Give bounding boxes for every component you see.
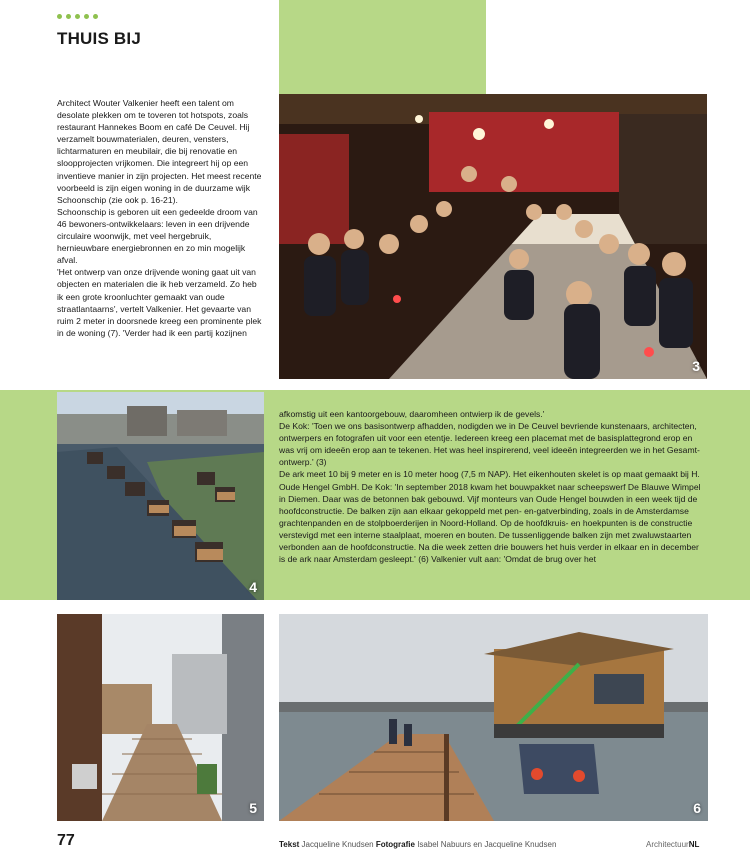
brand-suffix: NL bbox=[688, 840, 700, 849]
credits-photo-label: Fotografie bbox=[375, 840, 415, 849]
paragraph: De Kok: 'Toen we ons basisontwerp afhadden, nodigden we in De Ceuvel bevriende kunstenaars, architecten, ontwerpers en fotografen uit voor een etentje. Iedereen kreeg een placemat met de basisplattegrond erop en was vrij om ideeën erop aan te tekenen. Het was heel inspirerend, veel ideeën integreerden we in het Gesamt-ontwerp.' (3) bbox=[279, 421, 700, 468]
paragraph: De ark meet 10 bij 9 meter en is 10 meter hoog (7,5 m NAP). Het eikenhouten skelet is op maat gemaakt bij H. Oude Hengel GmbH. De Kok: 'In september 2018 kwam het bouwpakket naar scheepswerf De Blauwe Wimpel in Diemen. Daar was de betonnen bak gebouwd. Vijf monteurs van Oude Hengel bouwden in een week tijd de hoofdconstructie. De balken zijn aan elkaar gekoppeld met pen- en-gatverbinding, zoals in de Amsterdamse grachtenpanden en de stolpboerderijen in Noord-Holland. Op de hoofdkruis- en hoekpunten is de constructie verstevigd met een interne staalplaat, moeren en bouten. De tussenliggende balken zijn met zwaluwstaarten verbonden aan de hoofdconstructie. Na die week zetten drie bouwers het huis verder in elkaar en in december is de ark naar Amsterdam gesleept.' (6) Valkenier vult aan: 'Omdat de brug over het bbox=[279, 469, 701, 565]
paragraph: 'Het ontwerp van onze drijvende woning gaat uit van objecten en materialen die ik heb verzameld. Zo heb ik een grote kroonluchter gemaakt van oude straatlantaarns', vertelt Valkenier. Het gevaarte van ruim 2 meter in doorsnede kreeg een prominente plek in de woning (7). 'Verder had ik een partij kozijnen bbox=[57, 267, 262, 338]
photo-number: 4 bbox=[249, 579, 257, 595]
credits bbox=[279, 840, 556, 849]
section-title: THUIS BIJ bbox=[57, 29, 141, 48]
paragraph: afkomstig uit een kantoorgebouw, daaromheen ontwierp ik de gevels.' bbox=[279, 409, 545, 419]
article-column-1 bbox=[57, 97, 265, 339]
photo-3-dinner-party bbox=[279, 94, 707, 379]
credits-text-author: Jacqueline Knudsen bbox=[301, 840, 374, 849]
page-number: 77 bbox=[57, 832, 75, 849]
credits-photo-authors: Isabel Nabuurs en Jacqueline Knudsen bbox=[417, 840, 557, 849]
brand-main: Architectuur bbox=[646, 840, 689, 849]
photo-number: 5 bbox=[249, 800, 257, 816]
paragraph: Architect Wouter Valkenier heeft een talent om desolate plekken om te toveren tot hotspots, zoals restaurant Hannekes Boom en café De Ceuvel. Hij verzamelt bouwmaterialen, deuren, vensters, lichtarmaturen en meubilair, die bij renovatie en sloopprojecten vrijkomen. Die integreert hij op een inventieve manier in zijn projecten. Het meest recente voorbeeld is zijn eigen woning in de duurzame wijk Schoonschip (zie ook p. 16-21). bbox=[57, 98, 262, 205]
photo-4-aerial-floating-homes bbox=[57, 392, 264, 600]
decorative-dots bbox=[57, 14, 98, 19]
paragraph: Schoonschip is geboren uit een gedeelde droom van 46 bewoners-ontwikkelaars: leven in een drijvende circulaire woonwijk, met veel hergebruik, hernieuwbare energiebronnen en zo min mogelijk afval. bbox=[57, 206, 258, 266]
photo-6-ark-towed bbox=[279, 614, 708, 821]
article-column-2 bbox=[279, 408, 704, 565]
credits-text-label: Tekst bbox=[279, 840, 300, 849]
green-block-top bbox=[279, 0, 486, 94]
brand-logo bbox=[646, 840, 699, 849]
photo-number: 6 bbox=[693, 800, 701, 816]
photo-number: 3 bbox=[692, 358, 700, 374]
photo-5-boardwalk bbox=[57, 614, 264, 821]
